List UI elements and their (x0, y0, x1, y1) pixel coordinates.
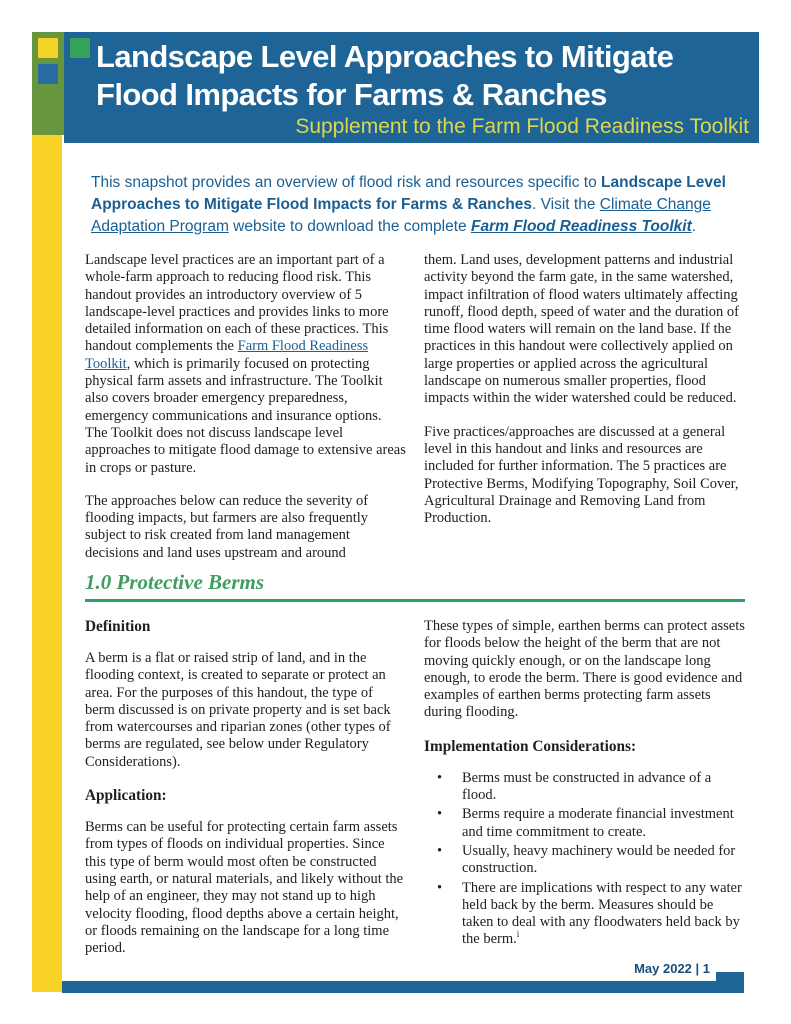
text-run: website to download the complete (228, 218, 471, 235)
text-run: them. Land uses, development patterns and industrial activity beyond the farm gate, in the same watershed, impact infiltration of flood waters ultimately affecting runoff, flood depth, speed of water and the duration of time flood waters will remain on the land base. If the practices in this handout were collectively applied on large properties or applied across the agricultural landscape on numerous smaller properties, flood impacts within the wider watershed could be reduced. (424, 252, 740, 407)
subsection-heading: Implementation Considerations: (424, 737, 637, 755)
text-run: . Visit the (531, 196, 600, 213)
bullet-item (424, 880, 745, 949)
overview-right-column (424, 252, 745, 578)
text-run: Landscape Level Approaches to Mitigate Flood Impacts for Farms & Ranches (91, 174, 726, 213)
header-banner (64, 32, 759, 143)
footer-date-page-number: May 2022 | 1 (634, 961, 710, 976)
footer-square-decoration (716, 972, 744, 993)
section-1-header (85, 570, 745, 602)
section-1-right-column (424, 618, 745, 973)
bullet-item (424, 770, 745, 805)
footer-bar (62, 981, 744, 993)
text-run: . (691, 218, 697, 235)
left-yellow-stripe (32, 135, 62, 992)
text-run: Berms require a moderate financial investment and time commitment to create. (462, 806, 734, 840)
text-run: There are implications with respect to any water held back by the berm. Measures should be taken to deal with any floodwaters held back by the berm. (462, 879, 742, 948)
paragraph (85, 650, 406, 771)
intro-blurb (91, 172, 759, 238)
page-subtitle: Supplement to the Farm Flood Readiness Toolkit (295, 115, 749, 138)
subsection-heading: Definition (85, 618, 151, 635)
page-title (96, 38, 749, 114)
paragraph (85, 819, 406, 957)
section-1-left-column (85, 618, 406, 973)
paragraph (424, 252, 745, 408)
bullet-item (424, 806, 745, 841)
subsection-heading: Application: (85, 787, 167, 805)
inline-link[interactable]: Farm Flood Readiness Toolkit (470, 218, 692, 235)
paragraph (424, 424, 745, 528)
paragraph (85, 493, 406, 562)
paragraph (424, 618, 745, 722)
inline-link[interactable]: Farm Flood Readiness Toolkit (85, 338, 369, 372)
overview-left-column (85, 252, 406, 578)
bullet-list (424, 770, 745, 949)
section-divider-rule (85, 599, 745, 602)
text-run: These types of simple, earthen berms can protect assets for floods below the height of the berm that are not moving quickly enough, or on the landscape long enough, to erode the berm. There is good evidence and examples of earthen berms protecting farm assets during flooding. (424, 618, 745, 721)
section-1-title: 1.0 Protective Berms (85, 570, 265, 594)
overview-columns (85, 252, 745, 578)
green-square-decoration (70, 38, 90, 58)
section-1-columns (85, 618, 745, 973)
text-run: Berms must be constructed in advance of a flood. (462, 769, 712, 804)
text-run: i (516, 929, 520, 940)
title-line-1: Landscape Level Approaches to Mitigate (96, 39, 674, 74)
text-run: Berms can be useful for protecting certain farm assets from types of floods on individual properties. Since this type of berm would most often be constructed using earth, or natural materials, and likely without the help of an engineer, they may not stand up to high velocity flooding, flood depths above a certain height, or floods remaining on the landscape for a long time period. (85, 819, 404, 957)
inline-link[interactable]: Climate Change Adaptation Program (91, 196, 711, 235)
blue-square-decoration (38, 64, 58, 84)
text-run: Usually, heavy machinery would be needed for construction. (462, 842, 736, 877)
text-run: , which is primarily focused on protecting physical farm assets and infrastructure. The Toolkit also covers broader emergency preparedness, emergency communications and insurance options. The Toolkit does not discuss landscape level approaches to mitigate flood damage to extensive areas in crops or pasture. (85, 355, 406, 476)
text-run: Five practices/approaches are discussed at a general level in this handout and links and resources are included for further information. The 5 practices are Protective Berms, Modifying Topography, Soil Cover, Agricultural Drainage and Removing Land from Production. (424, 423, 739, 527)
text-run: The approaches below can reduce the severity of flooding impacts, but farmers are also frequently subject to risk created from land management decisions and land uses upstream and around (85, 492, 369, 561)
bullet-item (424, 843, 745, 878)
text-run: Landscape level practices are an important part of a whole-farm approach to reducing flood risk. This handout provides an introductory overview of 5 landscape-level practices and provides links to more detailed information on each of these practices. This handout complements the (85, 252, 389, 355)
text-run: A berm is a flat or raised strip of land, and in the flooding context, is created to separate or protect an area. For the purposes of this handout, the type of berm discussed is on private property and is set back from watercourses and riparian zones (other types of berms are regulated, see below under Regulatory Considerations). (85, 650, 391, 770)
paragraph (85, 252, 406, 477)
yellow-square-decoration (38, 38, 58, 58)
title-line-2: Flood Impacts for Farms & Ranches (96, 77, 607, 112)
text-run: This snapshot provides an overview of flood risk and resources specific to (91, 174, 602, 191)
